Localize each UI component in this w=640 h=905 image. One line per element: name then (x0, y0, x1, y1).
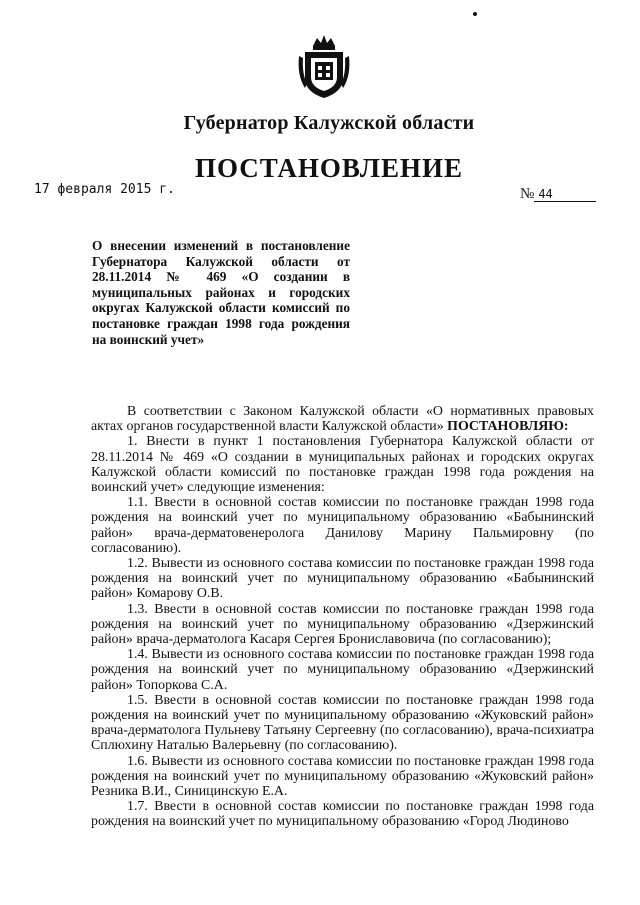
document-number-field (520, 186, 596, 203)
number-label: № (520, 186, 535, 202)
document-body (91, 404, 594, 830)
list-item: 1.3. Ввести в основной состав комиссии по постановке граждан 1998 года рождения на воинский учет по муниципальному образованию «Дзержинский район» врача-дерматолога Касаря Сергея Брониславовича (по согласованию); (91, 601, 594, 648)
preamble (91, 404, 594, 434)
list-item: 1.1. Ввести в основной состав комиссии по постановке граждан 1998 года рождения на воинский учет по муниципальному образованию «Бабынинский район» врача-дерматовенеролога Данилову Марину Пальмировну (по согласованию). (91, 495, 594, 556)
list-item: 1.6. Вывести из основного состава комиссии по постановке граждан 1998 года рождения на воинский учет по муниципальному образованию «Жуковский район» Резника В.И., Синицинскую Е.А. (91, 753, 594, 800)
document-title: О внесении изменений в постановление Губернатора Калужской области от 28.11.2014 № 469 «О создании в муниципальных районах и городских округах Калужской области комиссий по постановке граждан 1998 года рождения на воинский учет» (92, 238, 350, 347)
scan-speck (473, 12, 477, 16)
preamble-text: В соответствии с Законом Калужской области «О нормативных правовых актах органов государственной власти Калужской области» (91, 404, 594, 435)
list-item: 1.5. Ввести в основной состав комиссии по постановке граждан 1998 года рождения на воинский учет по муниципальному образованию «Жуковский район» врача-дерматолога Пульневу Татьяну Сергеевну (по согласованию), врача-психиатра Сплюхину Наталью Валерьевну (по согласованию). (91, 692, 594, 754)
coat-of-arms-icon (295, 32, 353, 102)
document-date: 17 февраля 2015 г. (34, 182, 175, 197)
list-item: 1.2. Вывести из основного состава комиссии по постановке граждан 1998 года рождения на воинский учет по муниципальному образованию «Бабынинский район» Комарову О.В. (91, 556, 594, 602)
document-number: 44 (534, 187, 596, 202)
decree-word: ПОСТАНОВЛЯЮ: (447, 419, 569, 435)
list-item: 1. Внести в пункт 1 постановления Губернатора Калужской области от 28.11.2014 № 469 «О создании в муниципальных районах и городских округах Калужской области комиссий по постановке граждан 1998 года рождения на воинский учет» следующие изменения: (91, 434, 594, 496)
document-type-heading: ПОСТАНОВЛЕНИЕ (194, 153, 464, 183)
authority-heading: Губернатор Калужской области (183, 112, 475, 134)
list-item: 1.4. Вывести из основного состава комиссии по постановке граждан 1998 года рождения на воинский учет по муниципальному образованию «Дзержинский район» Топоркова С.А. (91, 647, 594, 693)
list-item: 1.7. Ввести в основной состав комиссии по постановке граждан 1998 года рождения на воинский учет по муниципальному образованию «Город Людиново (91, 799, 594, 830)
